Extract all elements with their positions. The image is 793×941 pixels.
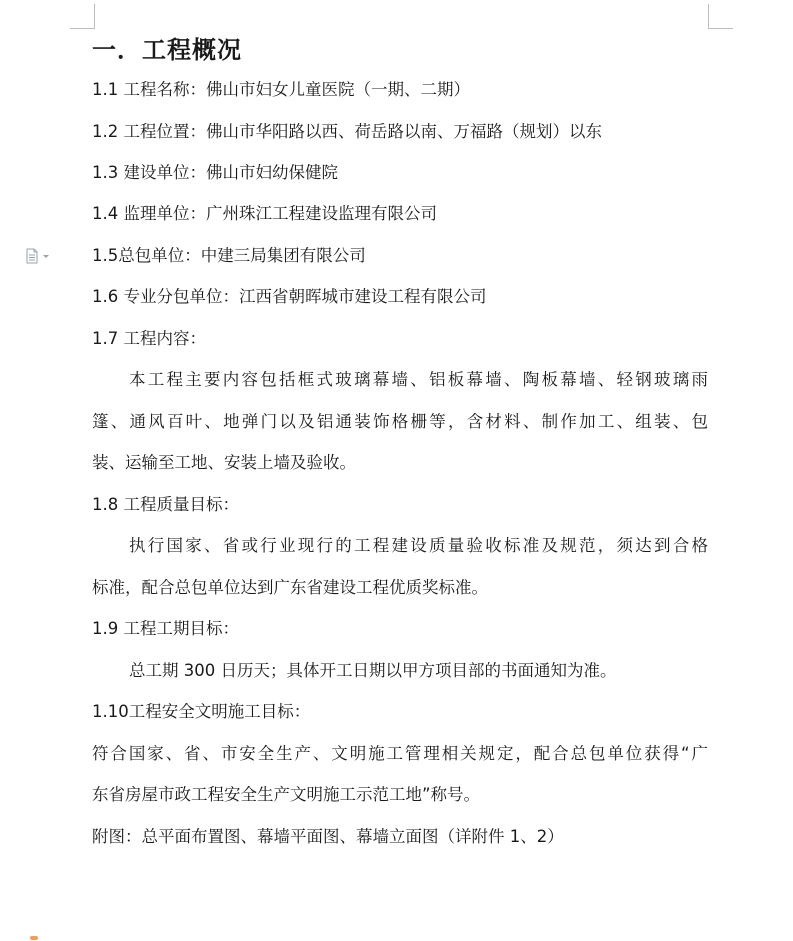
line-content-body-1: 本工程主要内容包括框式玻璃幕墙、铝板幕墙、陶板幕墙、轻钢玻璃雨: [129, 370, 708, 389]
crop-mark-top-right: [708, 4, 733, 29]
line-general-contractor: 1.5总包单位：中建三局集团有限公司: [92, 246, 366, 265]
page-corner-mark: [30, 936, 38, 940]
line-project-location: 1.2 工程位置：佛山市华阳路以西、荷岳路以南、万福路（规划）以东: [92, 122, 602, 141]
line-schedule-body: 总工期 300 日历天；具体开工日期以甲方项目部的书面通知为准。: [129, 661, 617, 680]
line-project-name: 1.1 工程名称：佛山市妇女儿童医院（一期、二期）: [92, 80, 470, 99]
line-quality-body-2: 标准，配合总包单位达到广东省建设工程优质奖标准。: [92, 578, 488, 597]
line-quality-heading: 1.8 工程质量目标：: [92, 495, 239, 514]
line-owner: 1.3 建设单位：佛山市妇幼保健院: [92, 163, 338, 182]
line-safety-body-1: 符合国家、省、市安全生产、文明施工管理相关规定，配合总包单位获得“广: [92, 744, 708, 763]
line-content-body-3: 装、运输至工地、安装上墙及验收。: [92, 453, 356, 472]
line-schedule-heading: 1.9 工程工期目标：: [92, 619, 239, 638]
line-subcontractor: 1.6 专业分包单位：江西省朝晖城市建设工程有限公司: [92, 287, 487, 306]
line-safety-body-2: 东省房屋市政工程安全生产文明施工示范工地”称号。: [92, 785, 481, 804]
line-supervisor: 1.4 监理单位：广州珠江工程建设监理有限公司: [92, 204, 437, 223]
section-heading: 一．工程概况: [92, 36, 242, 64]
line-safety-heading: 1.10工程安全文明施工目标：: [92, 702, 311, 721]
line-content-body-2: 篷、通风百叶、地弹门以及铝通装饰格栅等，含材料、制作加工、组装、包: [92, 412, 708, 431]
crop-mark-top-left: [70, 4, 95, 29]
document-paragraph-icon[interactable]: [26, 248, 52, 264]
line-quality-body-1: 执行国家、省或行业现行的工程建设质量验收标准及规范，须达到合格: [129, 536, 708, 555]
line-attachments: 附图：总平面布置图、幕墙平面图、幕墙立面图（详附件 1、2）: [92, 827, 564, 846]
line-content-heading: 1.7 工程内容：: [92, 329, 206, 348]
